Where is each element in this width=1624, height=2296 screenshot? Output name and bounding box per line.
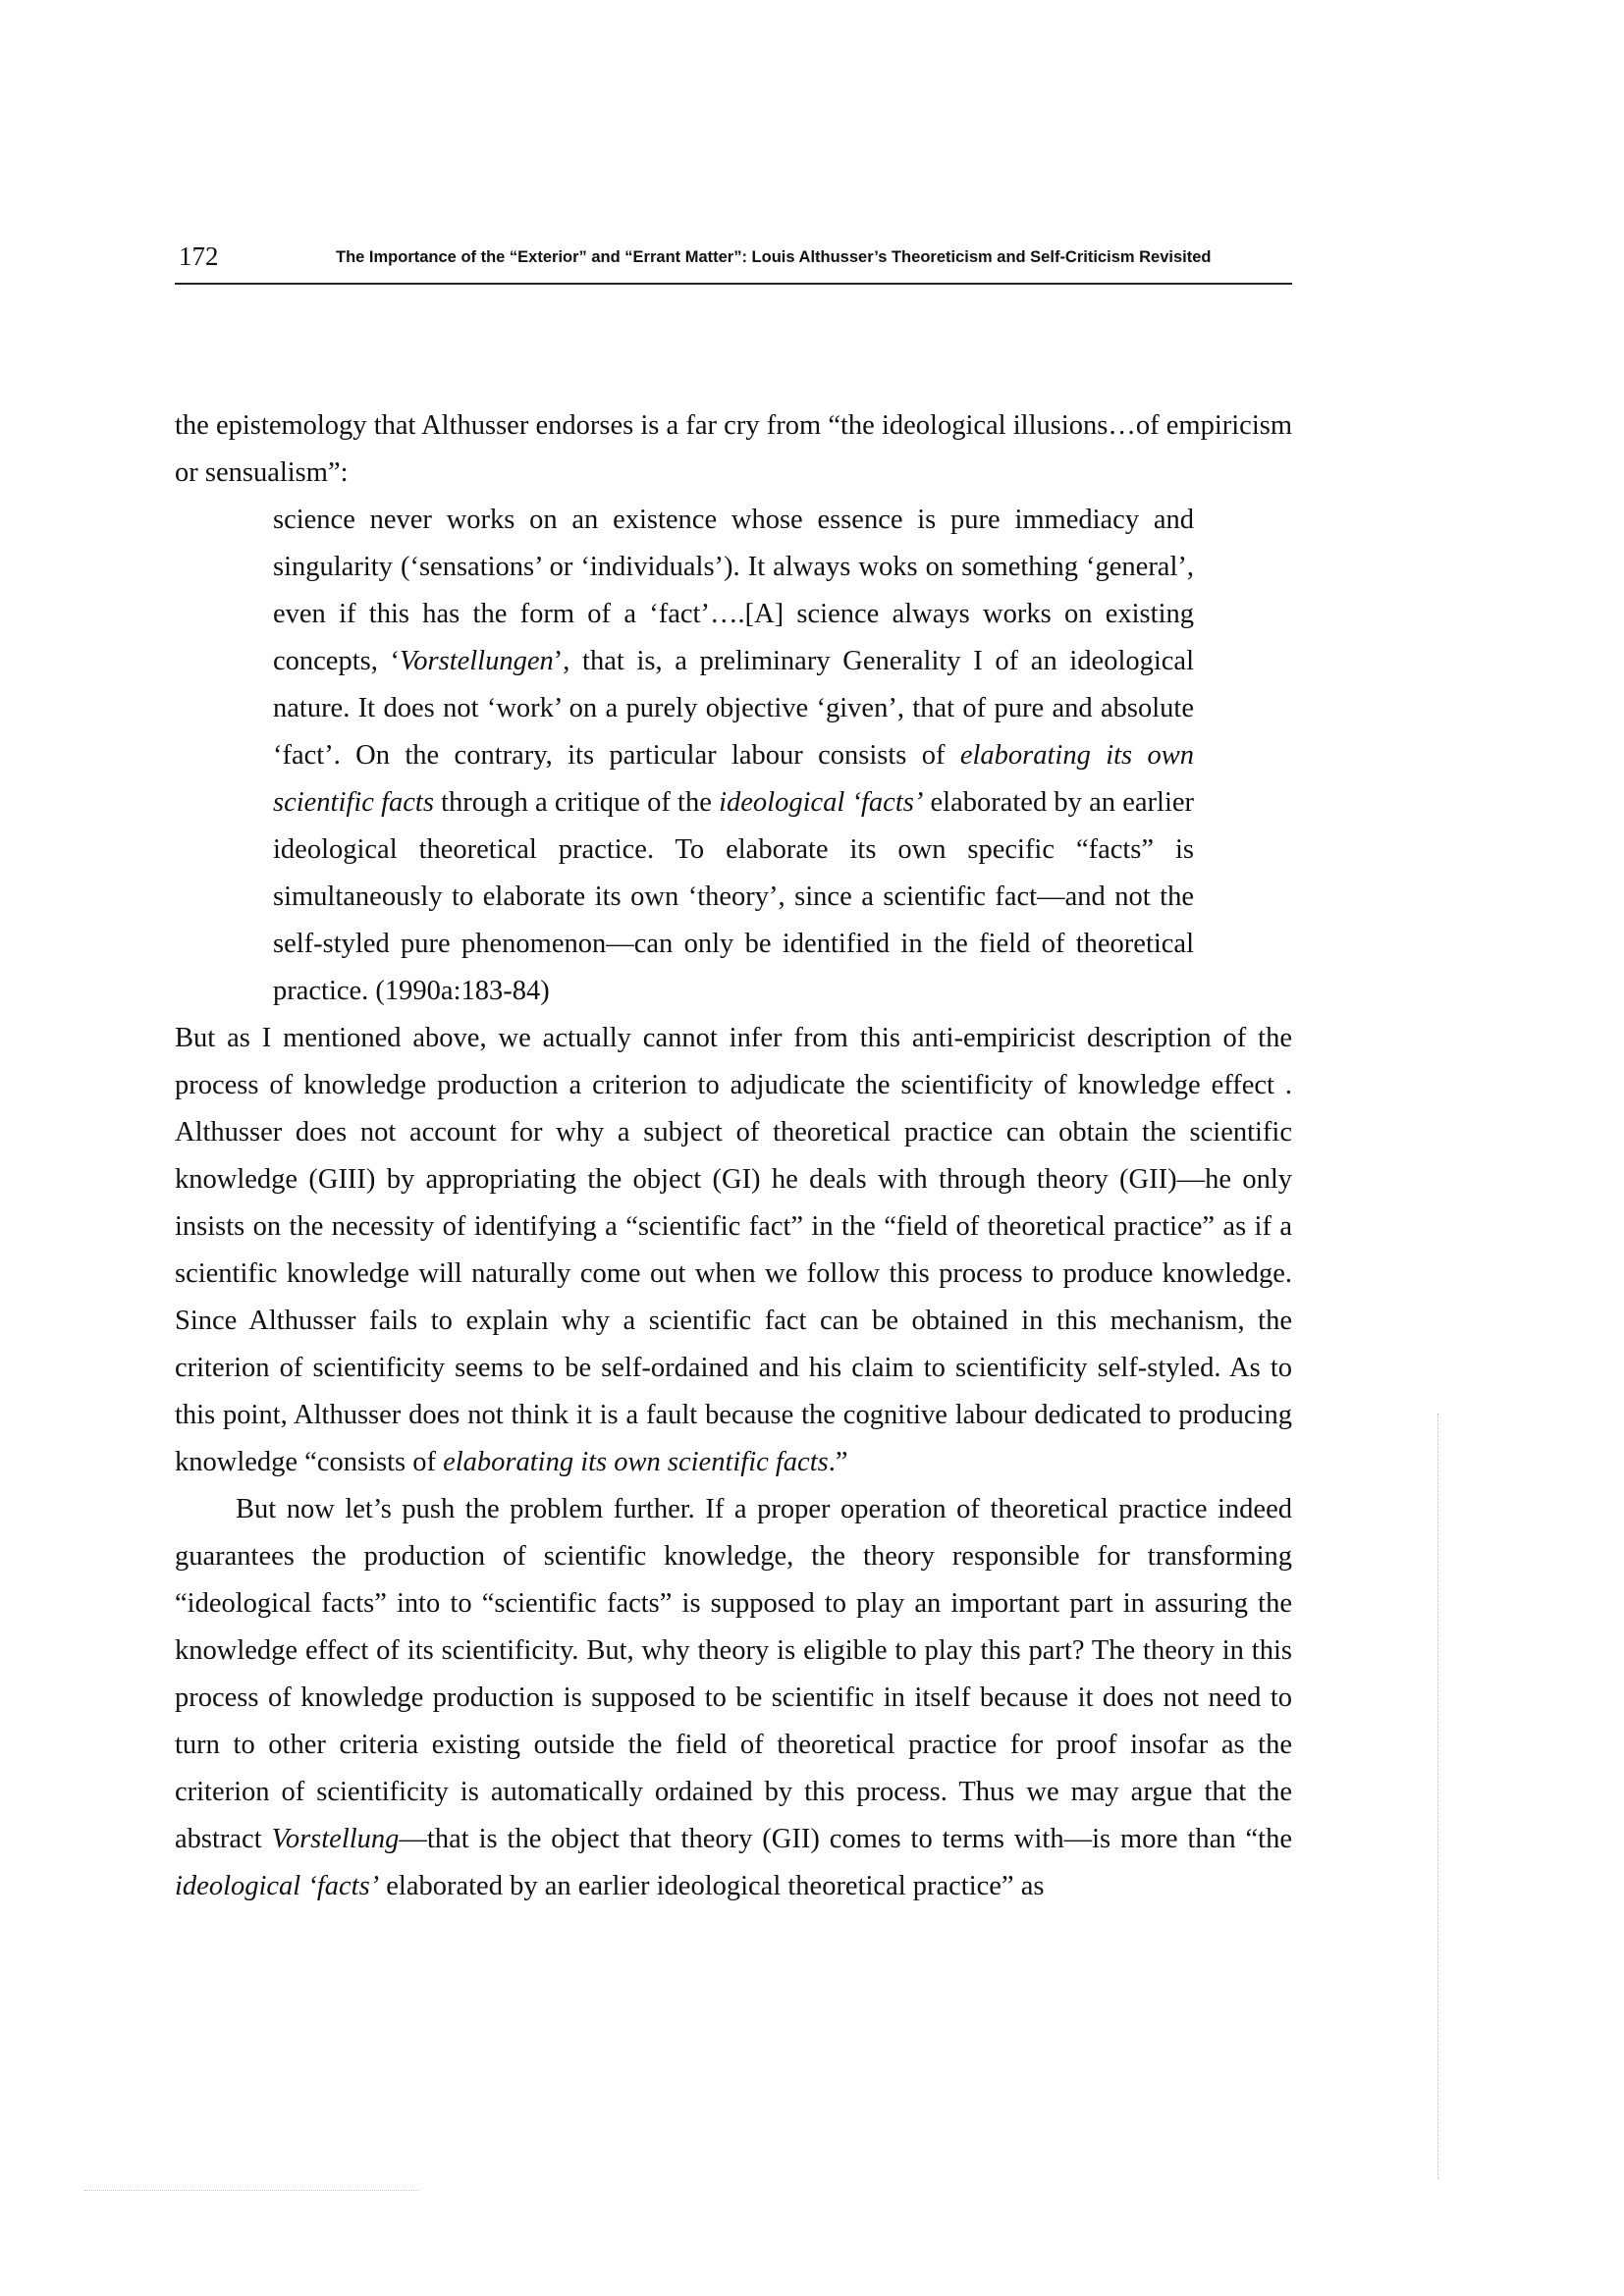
paragraph-text: But as I mentioned above, we actually cannot infer from this anti-empiricist description of the process of knowledge production a criterion to adjudicate the scientificity of knowledge effect . Althusser does not account for why a subject of theoretical practice can obtain the scientific knowledge (GIII) by appropriating the object (GI) he deals with through theory (GII)—he only insists on the necessity of identifying a “scientific fact” in the “field of theoretical practice” as if a scientific knowledge will naturally come out when we follow this process to produce knowledge. Since Althusser fails to explain why a scientific fact can be obtained in this mechanism, the criterion of scientificity seems to be self-ordained and his claim to scientificity self-styled. As to this point, Althusser does not think it is a fault because the cognitive labour dedicated to producing knowledge “consists of (175, 1023, 1292, 1477)
scan-edge-line (1437, 1414, 1438, 2179)
running-title: The Importance of the “Exterior” and “Errant Matter”: Louis Althusser’s Theoreticism and Self-Criticism Revisited (336, 248, 1212, 266)
quote-emphasis: ideological ‘facts’ (719, 787, 924, 818)
paragraph-text: But now let’s push the problem further. If a proper operation of theoretical practice indeed guarantees the production of scientific knowledge, the theory responsible for transforming “ideological facts” into to “scientific facts” is supposed to play an important part in assuring the knowledge effect of its scientificity. But, why theory is eligible to play this part? The theory in this process of knowledge production is supposed to be scientific in itself because it does not need to turn to other criteria existing outside the field of theoretical practice for proof insofar as the criterion of scientificity is automatically ordained by this process. Thus we may argue that the abstract (175, 1494, 1292, 1854)
quote-emphasis: Vorstellungen (400, 646, 554, 676)
quote-text: through a critique of the (433, 787, 720, 818)
paragraph-text: —that is the object that theory (GII) comes to terms with—is more than “the (399, 1824, 1292, 1854)
block-quote (273, 497, 1194, 1015)
scan-artifact (84, 2190, 418, 2191)
paragraph-emphasis: Vorstellung (271, 1824, 400, 1854)
paragraph-emphasis: elaborating its own scientific facts (443, 1447, 829, 1477)
page-body (175, 402, 1292, 1910)
paragraph-critique (175, 1015, 1292, 1486)
running-header (175, 241, 1292, 285)
page-number: 172 (179, 241, 219, 271)
paragraph-intro: the epistemology that Althusser endorses is a far cry from “the ideological illusions…of empiricism or sensualism”: (175, 410, 1292, 488)
quote-text: ’, that is, a preliminary Generality I of an ideological nature. It does not ‘work’ on a purely objective ‘given’, that of pure and absolute ‘fact’. On the contrary, its particular labour consists of (273, 646, 1195, 771)
paragraph-theory (175, 1486, 1292, 1910)
paragraph-emphasis: ideological ‘facts’ (175, 1871, 380, 1901)
quote-text: science never works on an existence whose essence is pure immediacy and singularity (‘sensations’ or ‘individuals’). It always woks on something ‘general’, even if this has the form of a ‘fact’….[A] science always works on existing concepts, ‘ (273, 505, 1194, 676)
paragraph-text: elaborated by an earlier ideological theoretical practice” as (379, 1871, 1045, 1901)
quote-text: elaborated by an earlier ideological theoretical practice. To elaborate its own specific “facts” is simultaneously to elaborate its own ‘theory’, since a scientific fact—and not the self-styled pure phenomenon—can only be identified in the field of theoretical practice. (1990a:183-84) (273, 787, 1194, 1006)
paragraph-text: .” (828, 1447, 848, 1477)
quote-emphasis: elaborating its own scientific facts (273, 740, 1194, 818)
